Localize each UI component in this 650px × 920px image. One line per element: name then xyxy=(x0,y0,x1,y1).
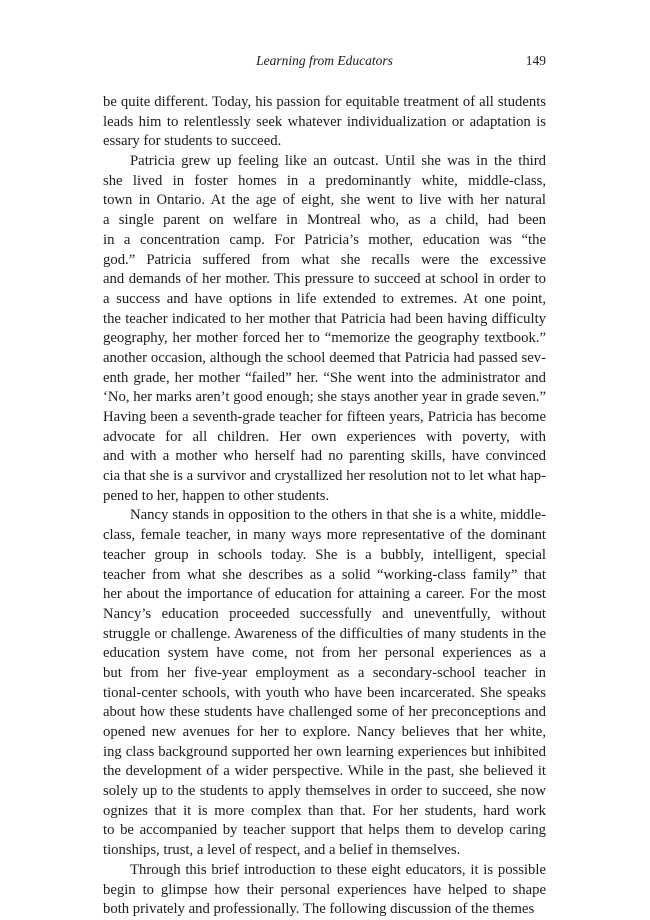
text-line: but from her five-year employment as a secondary-school teacher in xyxy=(103,664,546,681)
text-line: Patricia grew up feeling like an outcast. Until she was in the third xyxy=(130,153,546,170)
text-line: in a concentration camp. For Patricia’s mother, education was “the xyxy=(103,231,546,248)
text-line: both privately and professionally. The following discussion of the themes xyxy=(103,901,535,918)
text-line: and with a mother who herself had no parenting skills, have convinced xyxy=(103,448,546,465)
text-line: god.” Patricia suffered from what she recalls were the excessive xyxy=(103,251,546,268)
text-line: she lived in foster homes in a predominantly white, middle-class, xyxy=(103,172,546,189)
text-line: town in Ontario. At the age of eight, she went to live with her natural xyxy=(103,192,546,209)
text-line: enth grade, her mother “failed” her. “She went into the administrator and xyxy=(103,369,546,386)
text-line: tionships, trust, a level of respect, and a belief in themselves. xyxy=(103,842,461,859)
text-line: cia that she is a survivor and crystallized her resolution not to let what hap- xyxy=(103,468,546,485)
text-line: and demands of her mother. This pressure to succeed at school in order to xyxy=(103,271,546,288)
text-line: Having been a seventh-grade teacher for fifteen years, Patricia has become xyxy=(103,409,546,425)
text-line: opened new avenues for her to explore. Nancy believes that her white, xyxy=(103,724,546,740)
paragraph xyxy=(103,506,546,860)
text-line: solely up to the students to apply themselves in order to succeed, she now xyxy=(103,783,546,800)
text-line: education system have come, not from her personal experiences as a xyxy=(103,645,546,662)
page-header xyxy=(103,52,546,72)
text-line: a single parent on welfare in Montreal who, as a child, had been xyxy=(103,212,546,229)
text-line: Nancy stands in opposition to the others in that she is a white, middle- xyxy=(130,507,546,524)
text-line: class, female teacher, in many ways more representative of the dominant xyxy=(103,527,546,544)
text-line: begin to glimpse how their personal experiences have helped to shape xyxy=(103,881,546,898)
text-line: be quite different. Today, his passion for equitable treatment of all students xyxy=(103,94,546,110)
text-line: a success and have options in life extended to extremes. At one point, xyxy=(103,290,546,307)
text-line: the teacher indicated to her mother that Patricia had been having difficulty xyxy=(103,310,546,327)
text-line: tional-center schools, with youth who have been incarcerated. She speaks xyxy=(103,684,546,701)
text-line: ognizes that it is more complex than that. For her students, hard work xyxy=(103,802,546,819)
text-line: essary for students to succeed. xyxy=(103,133,282,150)
text-line: Through this brief introduction to these eight educators, it is possible xyxy=(130,861,546,878)
paragraph xyxy=(103,93,546,152)
paragraph xyxy=(103,152,546,506)
text-line: about how these students have challenged some of her preconceptions and xyxy=(103,704,546,721)
text-line: the development of a wider perspective. While in the past, she believed it xyxy=(103,763,546,780)
text-line: struggle or challenge. Awareness of the difficulties of many students in the xyxy=(103,625,546,642)
body-text xyxy=(103,93,546,920)
text-line: to be accompanied by teacher support that helps them to develop caring xyxy=(103,822,546,839)
text-line: ing class background supported her own learning experiences but inhibited xyxy=(103,743,546,760)
text-line: ‘No, her marks aren’t good enough; she stays another year in grade seven.” xyxy=(103,389,546,406)
text-line: advocate for all children. Her own experiences with poverty, with xyxy=(103,428,546,445)
text-line: her about the importance of education for attaining a career. For the most xyxy=(103,586,546,603)
text-line: pened to her, happen to other students. xyxy=(103,487,330,504)
text-line: teacher from what she describes as a solid “working-class family” that xyxy=(103,566,546,583)
text-line: geography, her mother forced her to “memorize the geography textbook.” xyxy=(103,330,546,347)
paragraph xyxy=(103,861,546,920)
text-line: Nancy’s education proceeded successfully and uneventfully, without xyxy=(103,605,546,622)
page-number: 149 xyxy=(525,53,546,68)
text-line: another occasion, although the school deemed that Patricia had passed sev- xyxy=(103,349,546,366)
text-line: leads him to relentlessly seek whatever individualization or adaptation is xyxy=(103,113,546,130)
text-line: teacher group in schools today. She is a bubbly, intelligent, special xyxy=(103,546,546,563)
running-head: Learning from Educators xyxy=(256,53,393,68)
